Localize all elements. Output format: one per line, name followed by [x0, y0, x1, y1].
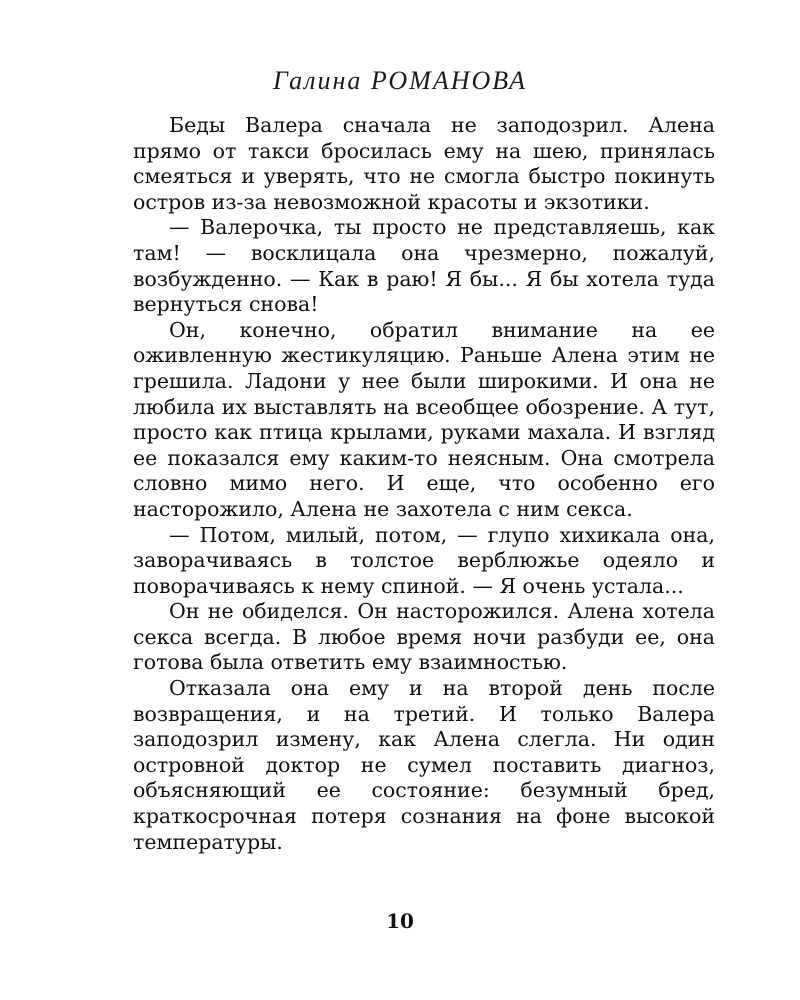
paragraph: — Валерочка, ты просто не представляешь, как там! — восклицала она чрезмерно, пожалуй, возбужденно. — Как в раю! Я бы... Я бы хотела туда вернуться снова! [133, 215, 715, 317]
paragraph: Отказала она ему и на второй день после возвращения, и на третий. И только Валера заподозрил измену, как Алена слегла. Ни один островной доктор не сумел поставить диагноз, объясняющий ее состояние: безумный бред, краткосрочная потеря сознания на фоне высокой температуры. [133, 676, 715, 854]
running-header-author: Галина РОМАНОВА [272, 66, 528, 95]
page-number: 10 [386, 909, 414, 933]
paragraph: Беды Валера сначала не заподозрил. Алена прямо от такси бросилась ему на шею, принялась смеяться и уверять, что не смогла быстро покинуть остров из-за невозможной красоты и экзотики. [133, 113, 715, 214]
body-text [133, 113, 715, 855]
paragraph: Он, конечно, обратил внимание на ее оживленную жестикуляцию. Раньше Алена этим не грешила. Ладони у нее были широкими. И она не любила их выставлять на всеобщее обозрение. А тут, просто как птица крылами, руками махала. И взгляд ее показался ему каким-то неясным. Она смотрела словно мимо него. И еще, что особенно его насторожило, Алена не захотела с ним секса. [133, 317, 715, 521]
paragraph: Он не обиделся. Он насторожился. Алена хотела секса всегда. В любое время ночи разбуди ее, она готова была ответить ему взаимностью. [133, 599, 715, 675]
paragraph: — Потом, милый, потом, — глупо хихикала она, заворачиваясь в толстое верблюжье одеяло и поворачиваясь к нему спиной. — Я очень устала... [133, 522, 715, 598]
